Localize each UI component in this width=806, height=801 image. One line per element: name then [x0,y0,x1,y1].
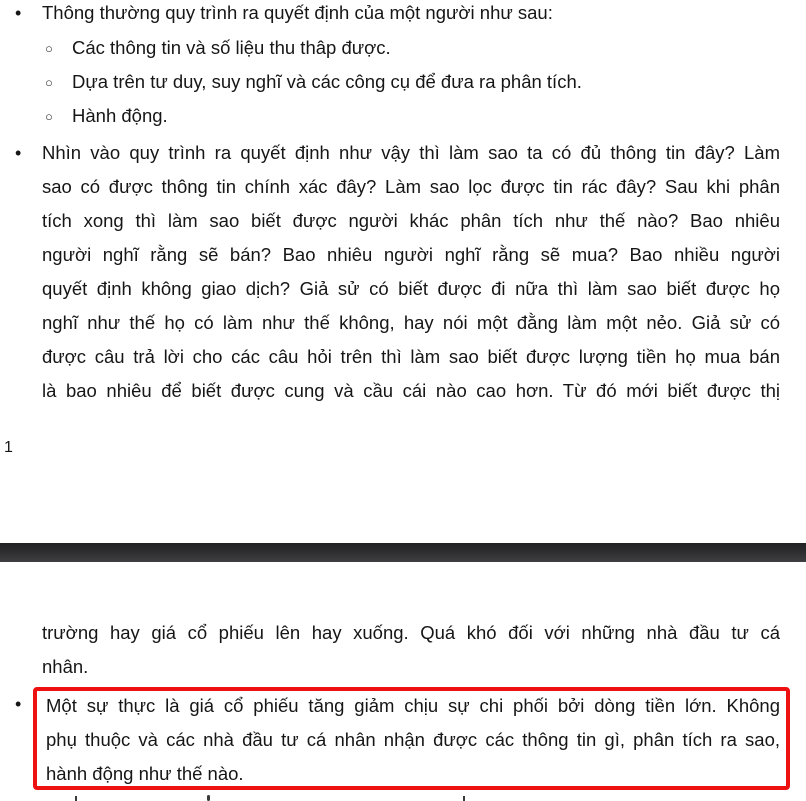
intro-text-line: Thông thường quy trình ra quyết định của một người như sau: [42,2,553,23]
circle-bullet-icon: ○ [45,109,53,124]
sub-item-text: Hành động. [72,105,168,126]
paragraph-line: được câu trả lời cho các câu hỏi trên thì làm sao biết được lượng tiền họ mua bán [42,346,780,367]
circle-bullet-icon: ○ [45,41,53,56]
highlighted-text-line: hành động như thế nào. [46,763,244,784]
circle-bullet-icon: ○ [45,75,53,90]
sub-item-text: Dựa trên tư duy, suy nghĩ và các công cụ để đưa ra phân tích. [72,71,582,92]
highlighted-text-line: phụ thuộc và các nhà đầu tư cá nhân nhận được các thông tin gì, phân tích ra sao, [46,729,780,750]
paragraph-line: là bao nhiêu để biết được cung và cầu cái nào cao hơn. Từ đó mới biết được thị [42,380,780,401]
red-highlight-box [33,687,790,790]
bullet-icon: • [15,143,22,163]
paragraph-line: quyết định không giao dịch? Giả sử có biết được đi nữa thì làm sao biết được họ [42,278,780,299]
clipped-next-line-mark [75,796,77,801]
bullet-icon: • [15,3,22,23]
clipped-next-line-mark [463,796,465,801]
sub-item-text: Các thông tin và số liệu thu thâp được. [72,37,391,58]
paragraph-line: nghĩ như thế họ có làm như thế không, hay nói một đằng làm một nẻo. Giả sử có [42,312,780,333]
page-separator-bar [0,543,806,562]
paragraph-line: sao có được thông tin chính xác đây? Làm sao lọc được tin rác đây? Sau khi phân [42,176,780,197]
clipped-next-line-mark [207,795,210,801]
continuation-line: trường hay giá cổ phiếu lên hay xuống. Quá khó đối với những nhà đầu tư cá [42,622,780,643]
page-number: 1 [4,439,13,456]
paragraph-line: người nghĩ rằng sẽ bán? Bao nhiêu người nghĩ rằng sẽ mua? Bao nhiều người [42,244,780,265]
paragraph-line: Nhìn vào quy trình ra quyết định như vậy thì làm sao ta có đủ thông tin đây? Làm [42,142,780,163]
highlighted-text-line: Một sự thực là giá cổ phiếu tăng giảm chịu sự chi phối bởi dòng tiền lớn. Không [46,695,780,716]
continuation-line: nhân. [42,656,89,677]
paragraph-line: tích xong thì làm sao biết được người khác phân tích như thế nào? Bao nhiêu [42,210,780,231]
bullet-icon: • [15,694,22,714]
